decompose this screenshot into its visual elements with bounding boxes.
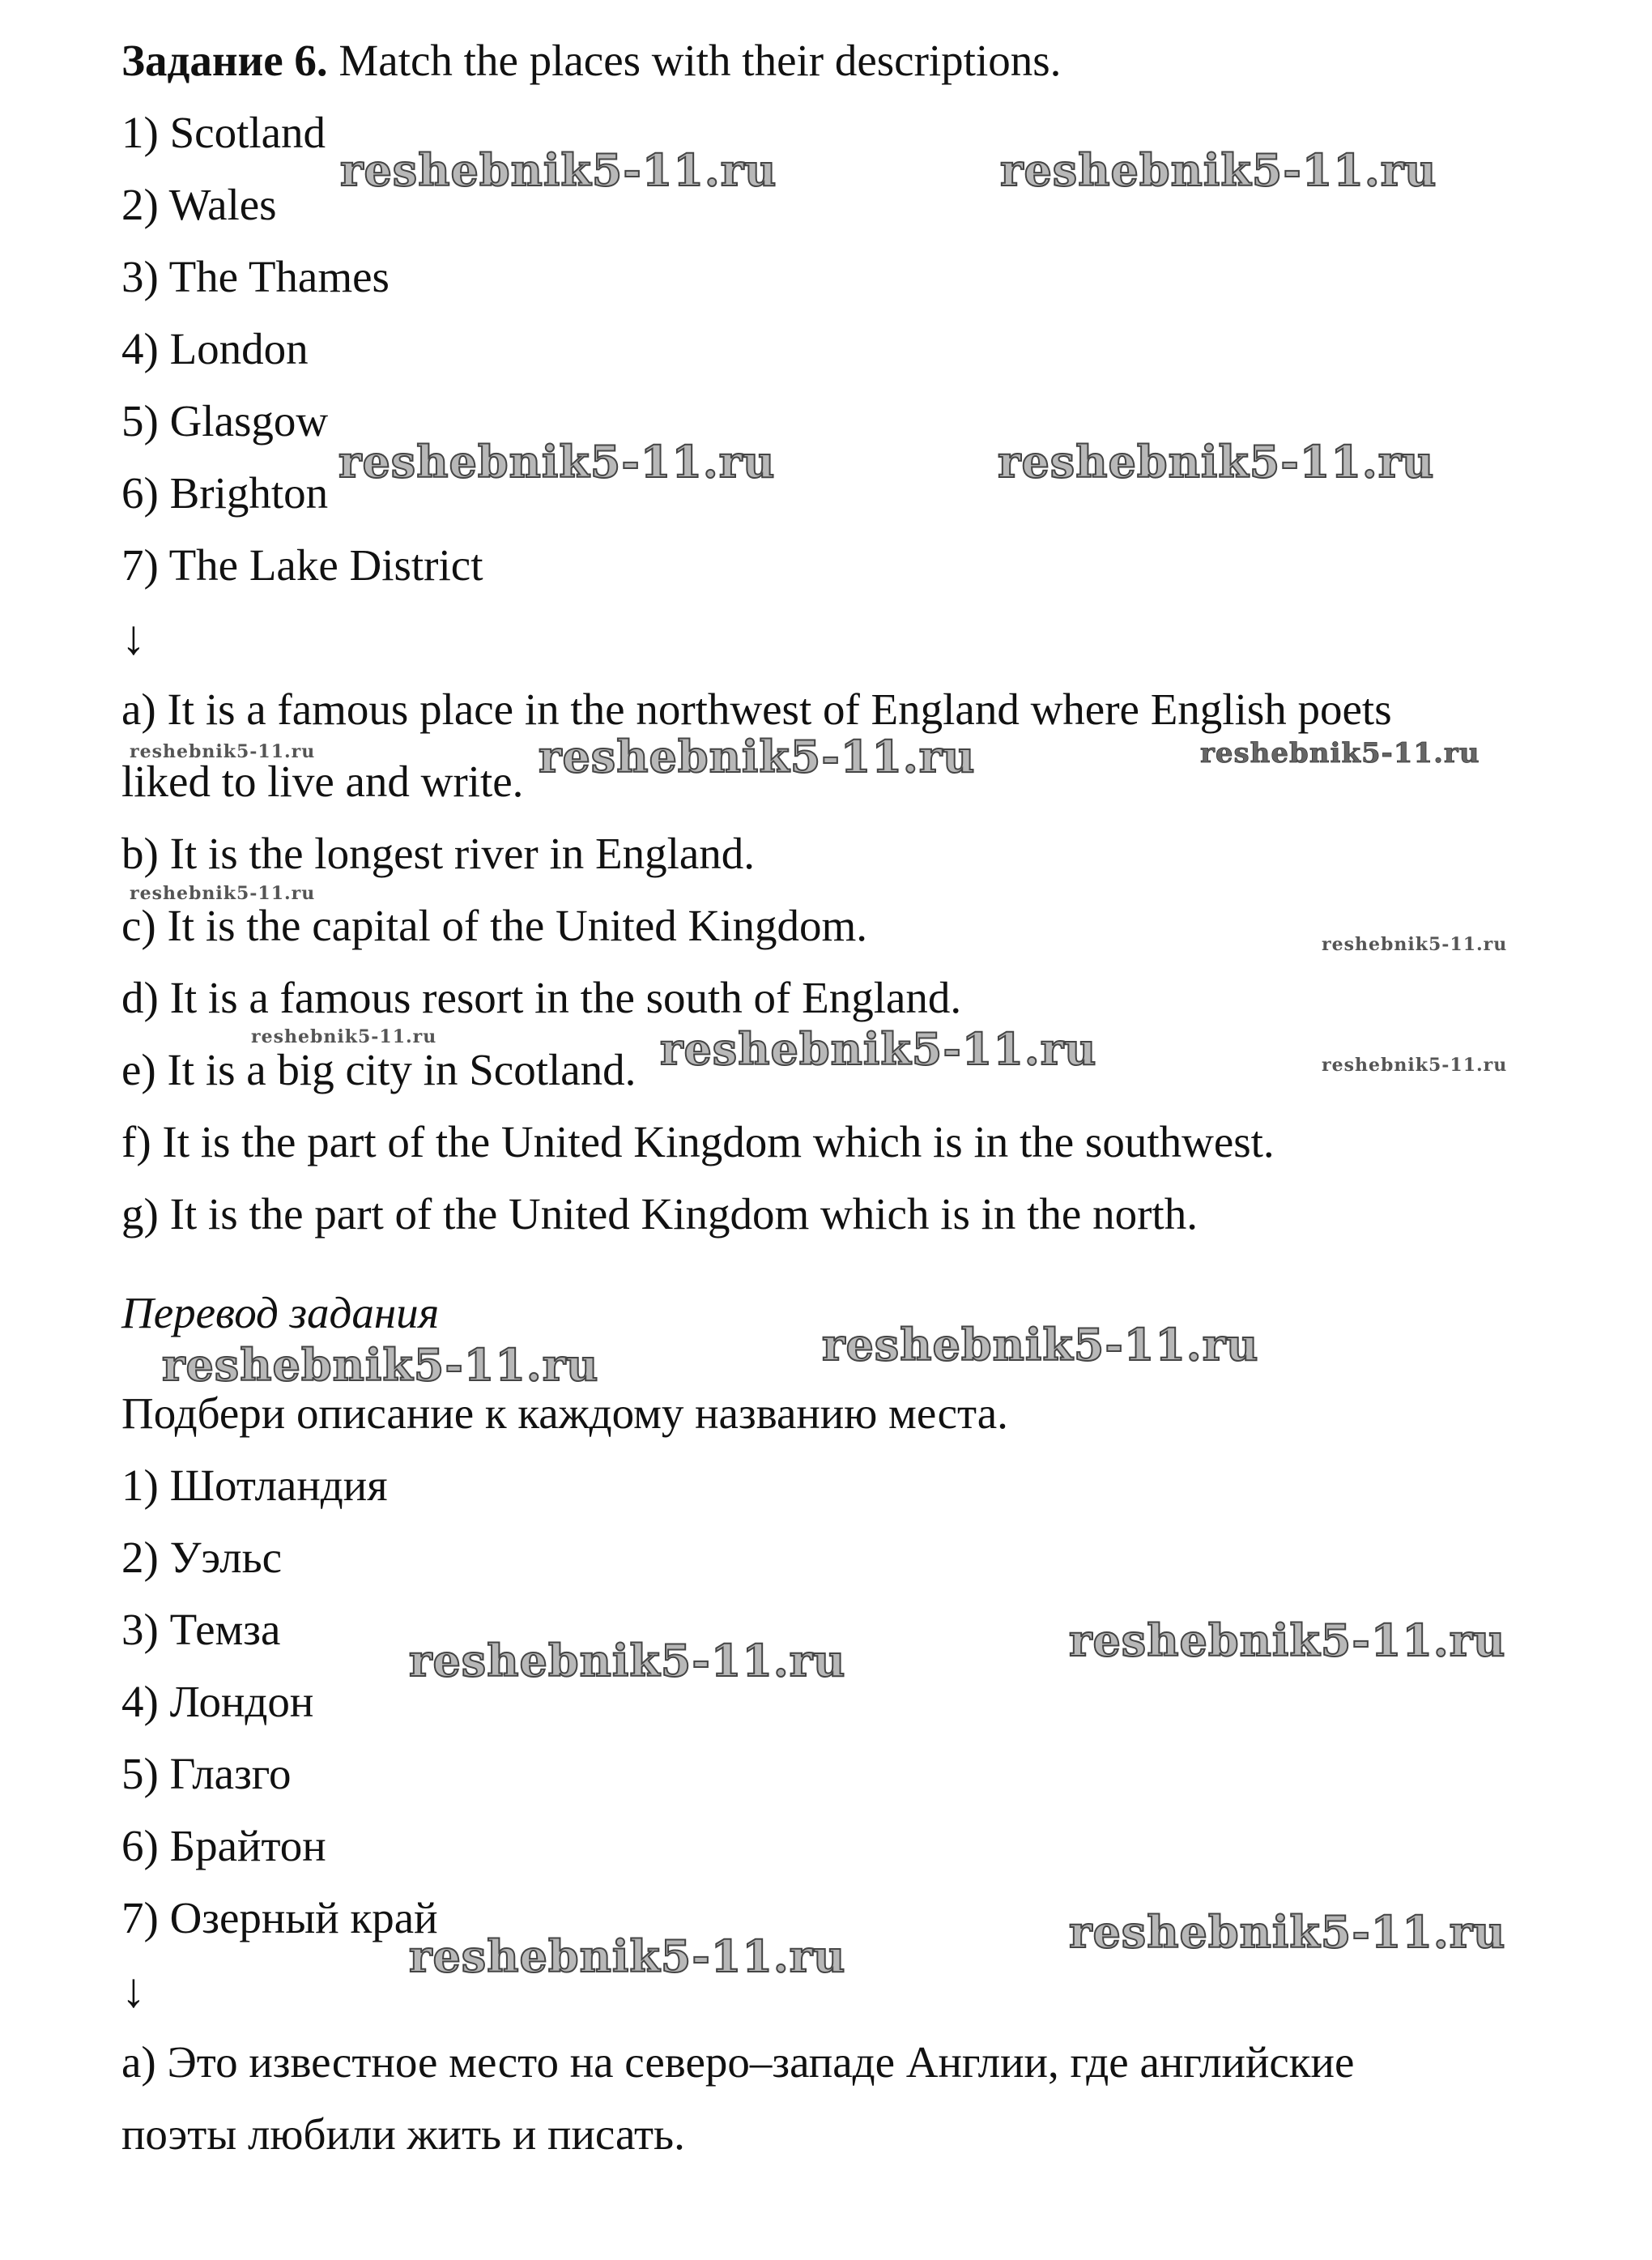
watermark: reshebnik5-11.ru	[1069, 1614, 1506, 1666]
watermark: reshebnik5-11.ru	[340, 144, 777, 196]
place-item: 7) The Lake District	[121, 540, 483, 590]
watermark: reshebnik5-11.ru	[251, 1026, 437, 1047]
description-item: e) It is a big city in Scotland.	[121, 1045, 637, 1094]
translation-heading: Перевод задания	[121, 1288, 440, 1337]
down-arrow-icon: ↓	[121, 1964, 146, 2017]
watermark: reshebnik5-11.ru	[1322, 934, 1508, 955]
task-label: Задание 6.	[121, 36, 328, 85]
description-item: c) It is the capital of the United Kingdom.	[121, 901, 868, 950]
down-arrow-icon: ↓	[121, 611, 146, 664]
watermark: reshebnik5-11.ru	[1200, 737, 1480, 770]
task-title	[121, 34, 1061, 87]
task-instruction: Match the places with their descriptions.	[338, 36, 1062, 85]
place-item: 3) The Thames	[121, 252, 390, 301]
translation-place-item: 5) Глазго	[121, 1749, 292, 1798]
translation-place-item: 4) Лондон	[121, 1677, 314, 1726]
watermark: reshebnik5-11.ru	[130, 883, 316, 904]
translation-description-item: поэты любили жить и писать.	[121, 2109, 685, 2159]
description-item: d) It is a famous resort in the south of England.	[121, 973, 962, 1022]
watermark: reshebnik5-11.ru	[1322, 1055, 1508, 1076]
description-item: f) It is the part of the United Kingdom which is in the southwest.	[121, 1117, 1275, 1166]
watermark: reshebnik5-11.ru	[130, 741, 316, 762]
watermark: reshebnik5-11.ru	[409, 1635, 846, 1686]
place-item: 2) Wales	[121, 180, 277, 229]
description-item: g) It is the part of the United Kingdom which is in the north.	[121, 1189, 1198, 1239]
translation-instruction: Подбери описание к каждому названию места.	[121, 1388, 1008, 1438]
place-item: 4) London	[121, 324, 309, 373]
translation-place-item: 7) Озерный край	[121, 1893, 438, 1942]
watermark: reshebnik5-11.ru	[998, 436, 1435, 488]
watermark: reshebnik5-11.ru	[409, 1930, 846, 1982]
place-item: 6) Brighton	[121, 468, 329, 518]
translation-place-item: 1) Шотландия	[121, 1460, 388, 1510]
watermark: reshebnik5-11.ru	[338, 436, 776, 488]
description-item: a) It is a famous place in the northwest of England where English poets	[121, 684, 1392, 734]
watermark: reshebnik5-11.ru	[822, 1319, 1259, 1371]
place-item: 1) Scotland	[121, 108, 326, 157]
translation-description-item: a) Это известное место на северо–западе Англии, где английские	[121, 2037, 1355, 2087]
description-item: liked to live and write.	[121, 757, 524, 806]
watermark: reshebnik5-11.ru	[660, 1023, 1097, 1075]
watermark: reshebnik5-11.ru	[162, 1339, 599, 1391]
description-item: b) It is the longest river in England.	[121, 829, 756, 878]
place-item: 5) Glasgow	[121, 396, 329, 446]
translation-place-item: 6) Брайтон	[121, 1821, 326, 1870]
watermark: reshebnik5-11.ru	[1069, 1906, 1506, 1958]
translation-place-item: 3) Темза	[121, 1605, 281, 1654]
watermark: reshebnik5-11.ru	[1000, 144, 1437, 196]
translation-place-item: 2) Уэльс	[121, 1533, 283, 1582]
watermark: reshebnik5-11.ru	[539, 731, 976, 782]
